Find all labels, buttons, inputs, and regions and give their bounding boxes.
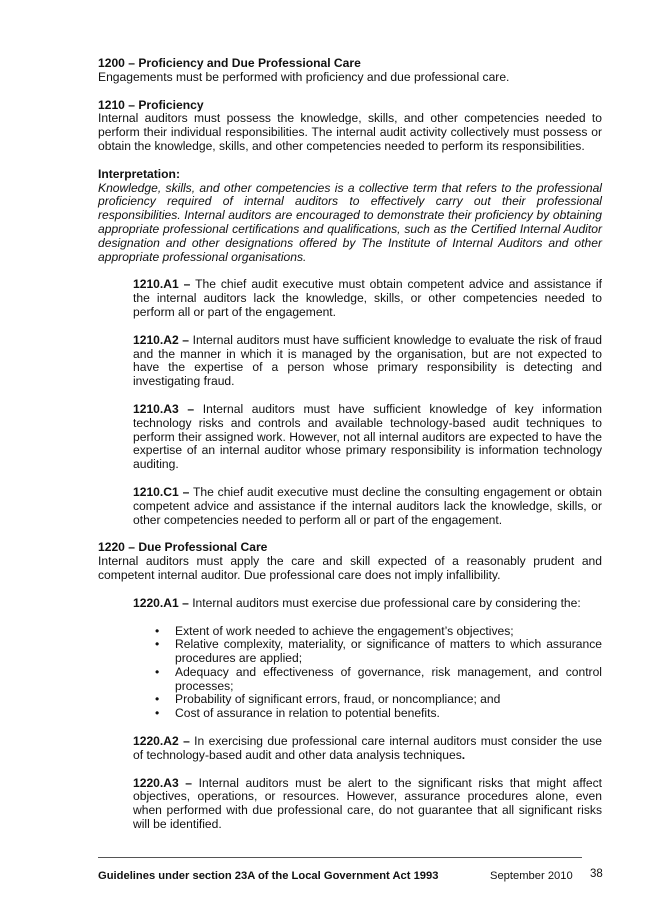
standard-label: 1210.A1 – (133, 277, 191, 292)
standard-text: Internal auditors must have sufficient knowledge of key information technology risks and controls and available technology-based audit techniques to perform their assigned work. However, not all internal auditors are expected to have the expertise of an internal auditor whose primary responsibility is information technology auditing. (133, 401, 602, 472)
document-body (98, 57, 602, 832)
standard-text: Internal auditors must be alert to the significant risks that might affect objectives, operations, or resources. However, assurance procedures alone, even when performed with due professional care, do not guarantee that all significant risks will be identified. (133, 775, 602, 832)
standard-text: Internal auditors must have sufficient knowledge to evaluate the risk of fraud and the manner in which it is managed by the organisation, but are not expected to have the expertise of a person whose primary responsibility is detecting and investigating fraud. (133, 332, 602, 389)
page-number: 38 (590, 868, 603, 880)
standard-1210-a1-block (133, 264, 602, 319)
standard-1220-a2-block (133, 721, 602, 763)
list-item: • Relative complexity, materiality, or significance of matters to which assurance procedures are applied; (133, 638, 602, 666)
list-item: • Extent of work needed to achieve the engagement’s objectives; (133, 625, 602, 639)
section-heading-1210: 1210 – Proficiency (98, 97, 204, 112)
section-text-1200: Engagements must be performed with proficiency and due professional care. (98, 69, 510, 84)
footer-date: September 2010 (490, 870, 573, 882)
page-footer (98, 857, 602, 884)
list-item: • Cost of assurance in relation to potential benefits. (133, 707, 602, 721)
list-item: • Adequacy and effectiveness of governance, risk management, and control processes; (133, 666, 602, 694)
standard-text: The chief audit executive must decline the consulting engagement or obtain competent advice and assistance if the internal auditors lack the knowledge, skills, or other competencies needed to perform all or part of the engagement. (133, 484, 602, 527)
standard-text: The chief audit executive must obtain competent advice and assistance if the internal auditors lack the knowledge, skills, or other competencies needed to perform all or part of the engagement. (133, 277, 602, 319)
standard-label: 1220.A1 – (133, 595, 189, 610)
section-text-1210: Internal auditors must possess the knowledge, skills, and other competencies needed to perform their individual responsibilities. The internal audit activity collectively must possess or obtain the knowledge, skills, and other competencies needed to perform its responsibilities. (98, 111, 602, 153)
list-item: • Probability of significant errors, fraud, or noncompliance; and (133, 693, 602, 707)
standard-text: In exercising due professional care internal auditors must consider the use of technology-based audit and other data analysis techniques (133, 734, 602, 762)
footer-divider (98, 857, 582, 858)
section-text-1220: Internal auditors must apply the care and skill expected of a reasonably prudent and competent internal auditor. Due professional care does not imply infallibility. (98, 554, 602, 582)
interpretation-text: Knowledge, skills, and other competencies is a collective term that refers to the professional proficiency required of internal auditors to effectively carry out their professional responsibilities. Internal auditors are encouraged to demonstrate their proficiency by obtaining appropriate professional certifications and qualifications, such as the Certified Internal Auditor designation and other designations offered by The Institute of Internal Auditors and other appropriate professional organisations. (98, 180, 602, 264)
standard-1210-c1-block (133, 472, 602, 527)
considerations-list (98, 625, 602, 722)
section-heading-1220: 1220 – Due Professional Care (98, 540, 268, 555)
standard-label: 1210.A3 – (133, 401, 195, 416)
standard-1210-a3-block (133, 389, 602, 472)
standard-label: 1220.A2 – (133, 734, 190, 749)
standard-end-period: . (461, 747, 466, 762)
standard-label: 1210.C1 – (133, 484, 190, 499)
standard-text: Internal auditors must exercise due professional care by considering the: (192, 595, 581, 610)
footer-title: Guidelines under section 23A of the Local Government Act 1993 (98, 870, 439, 882)
standard-1210-a2-block (133, 320, 602, 389)
standard-1220-a1-block (133, 583, 602, 611)
interpretation-heading: Interpretation: (98, 166, 180, 181)
standard-1220-a3-block (133, 763, 602, 832)
section-heading-1200: 1200 – Proficiency and Due Professional Care (98, 56, 361, 70)
standard-label: 1220.A3 – (133, 775, 193, 790)
standard-label: 1210.A2 – (133, 332, 190, 347)
